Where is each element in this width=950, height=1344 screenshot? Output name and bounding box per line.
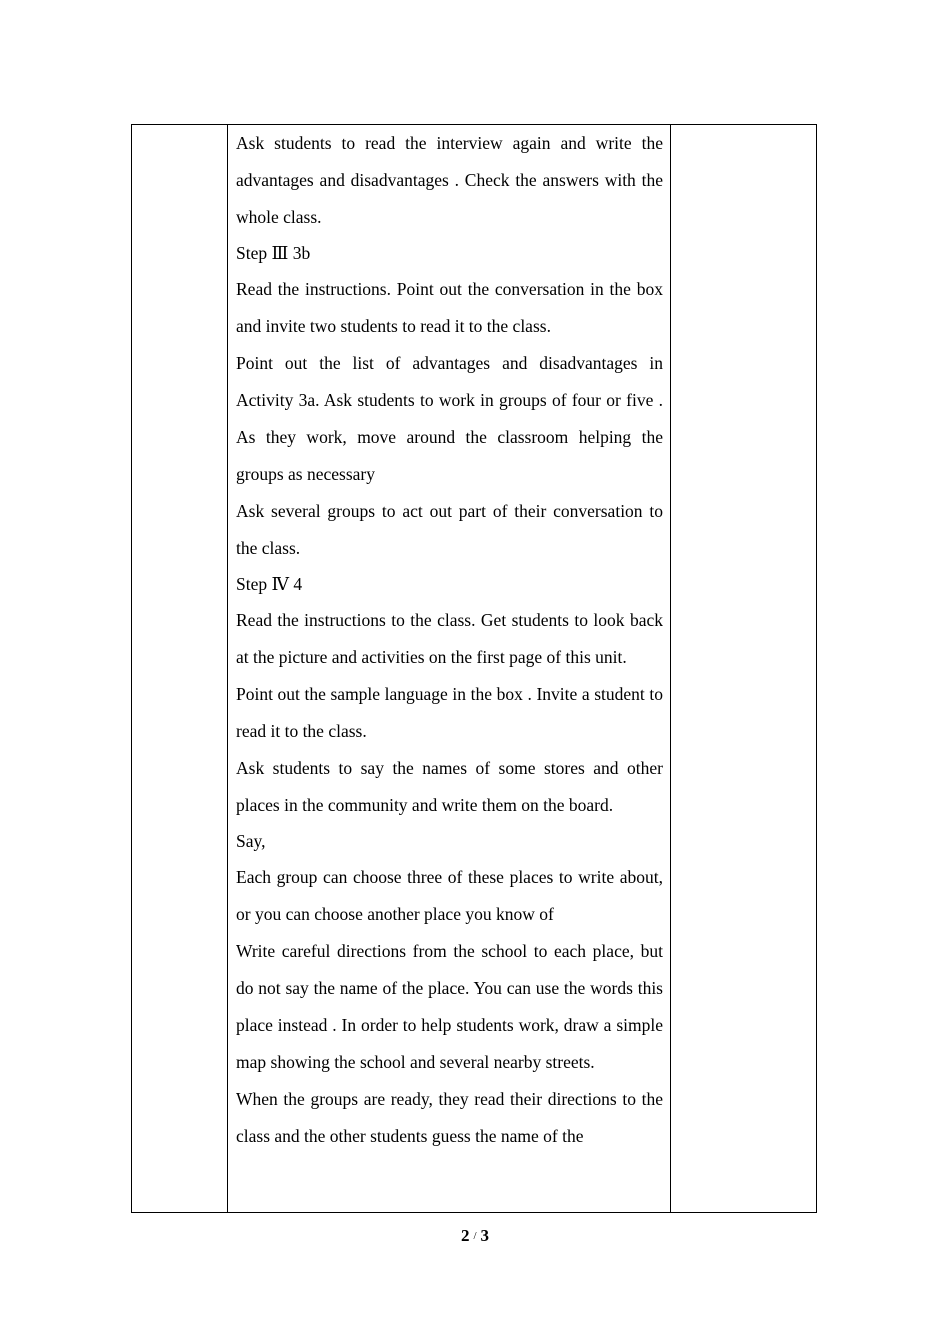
page-number (0, 1226, 950, 1246)
paragraph-store-names: Ask students to say the names of some stores and other places in the community and write them on the board. (236, 758, 663, 815)
table-main-column (236, 125, 663, 1212)
lesson-table (131, 124, 817, 1213)
paragraph-choose-places: Each group can choose three of these places to write about, or you can choose another place you know of (236, 867, 663, 924)
total-pages: 3 (480, 1226, 490, 1245)
paragraph-write-directions: Write careful directions from the school to each place, but do not say the name of the place. You can use the words this place instead . In order to help students work, draw a simple map showing the school and several nearby streets. (236, 941, 663, 1072)
table-right-column (670, 125, 816, 1212)
paragraph-check-answers: Ask students to read the interview again and write the advantages and disadvantages . Check the answers with the whole class. (236, 133, 663, 227)
paragraph-read-instructions: Read the instructions. Point out the conversation in the box and invite two students to read it to the class. (236, 279, 663, 336)
current-page: 2 (460, 1226, 470, 1245)
paragraph-group-work: Point out the list of advantages and disadvantages in Activity 3a. Ask students to work in groups of four or five . As they work, move around the classroom helping the groups as necessary (236, 353, 663, 484)
paragraph-groups-ready: When the groups are ready, they read their directions to the class and the other students guess the name of the (236, 1089, 663, 1146)
table-left-column (132, 125, 228, 1212)
step-3-heading: Step Ⅲ 3b (236, 243, 311, 263)
paragraph-say: Say, (236, 831, 266, 851)
paragraph-act-out: Ask several groups to act out part of their conversation to the class. (236, 501, 663, 558)
page-separator: / (473, 1230, 477, 1242)
paragraph-look-back: Read the instructions to the class. Get students to look back at the picture and activities on the first page of this unit. (236, 610, 663, 667)
paragraph-sample-language: Point out the sample language in the box . Invite a student to read it to the class. (236, 684, 663, 741)
step-4-heading: Step Ⅳ 4 (236, 574, 303, 594)
